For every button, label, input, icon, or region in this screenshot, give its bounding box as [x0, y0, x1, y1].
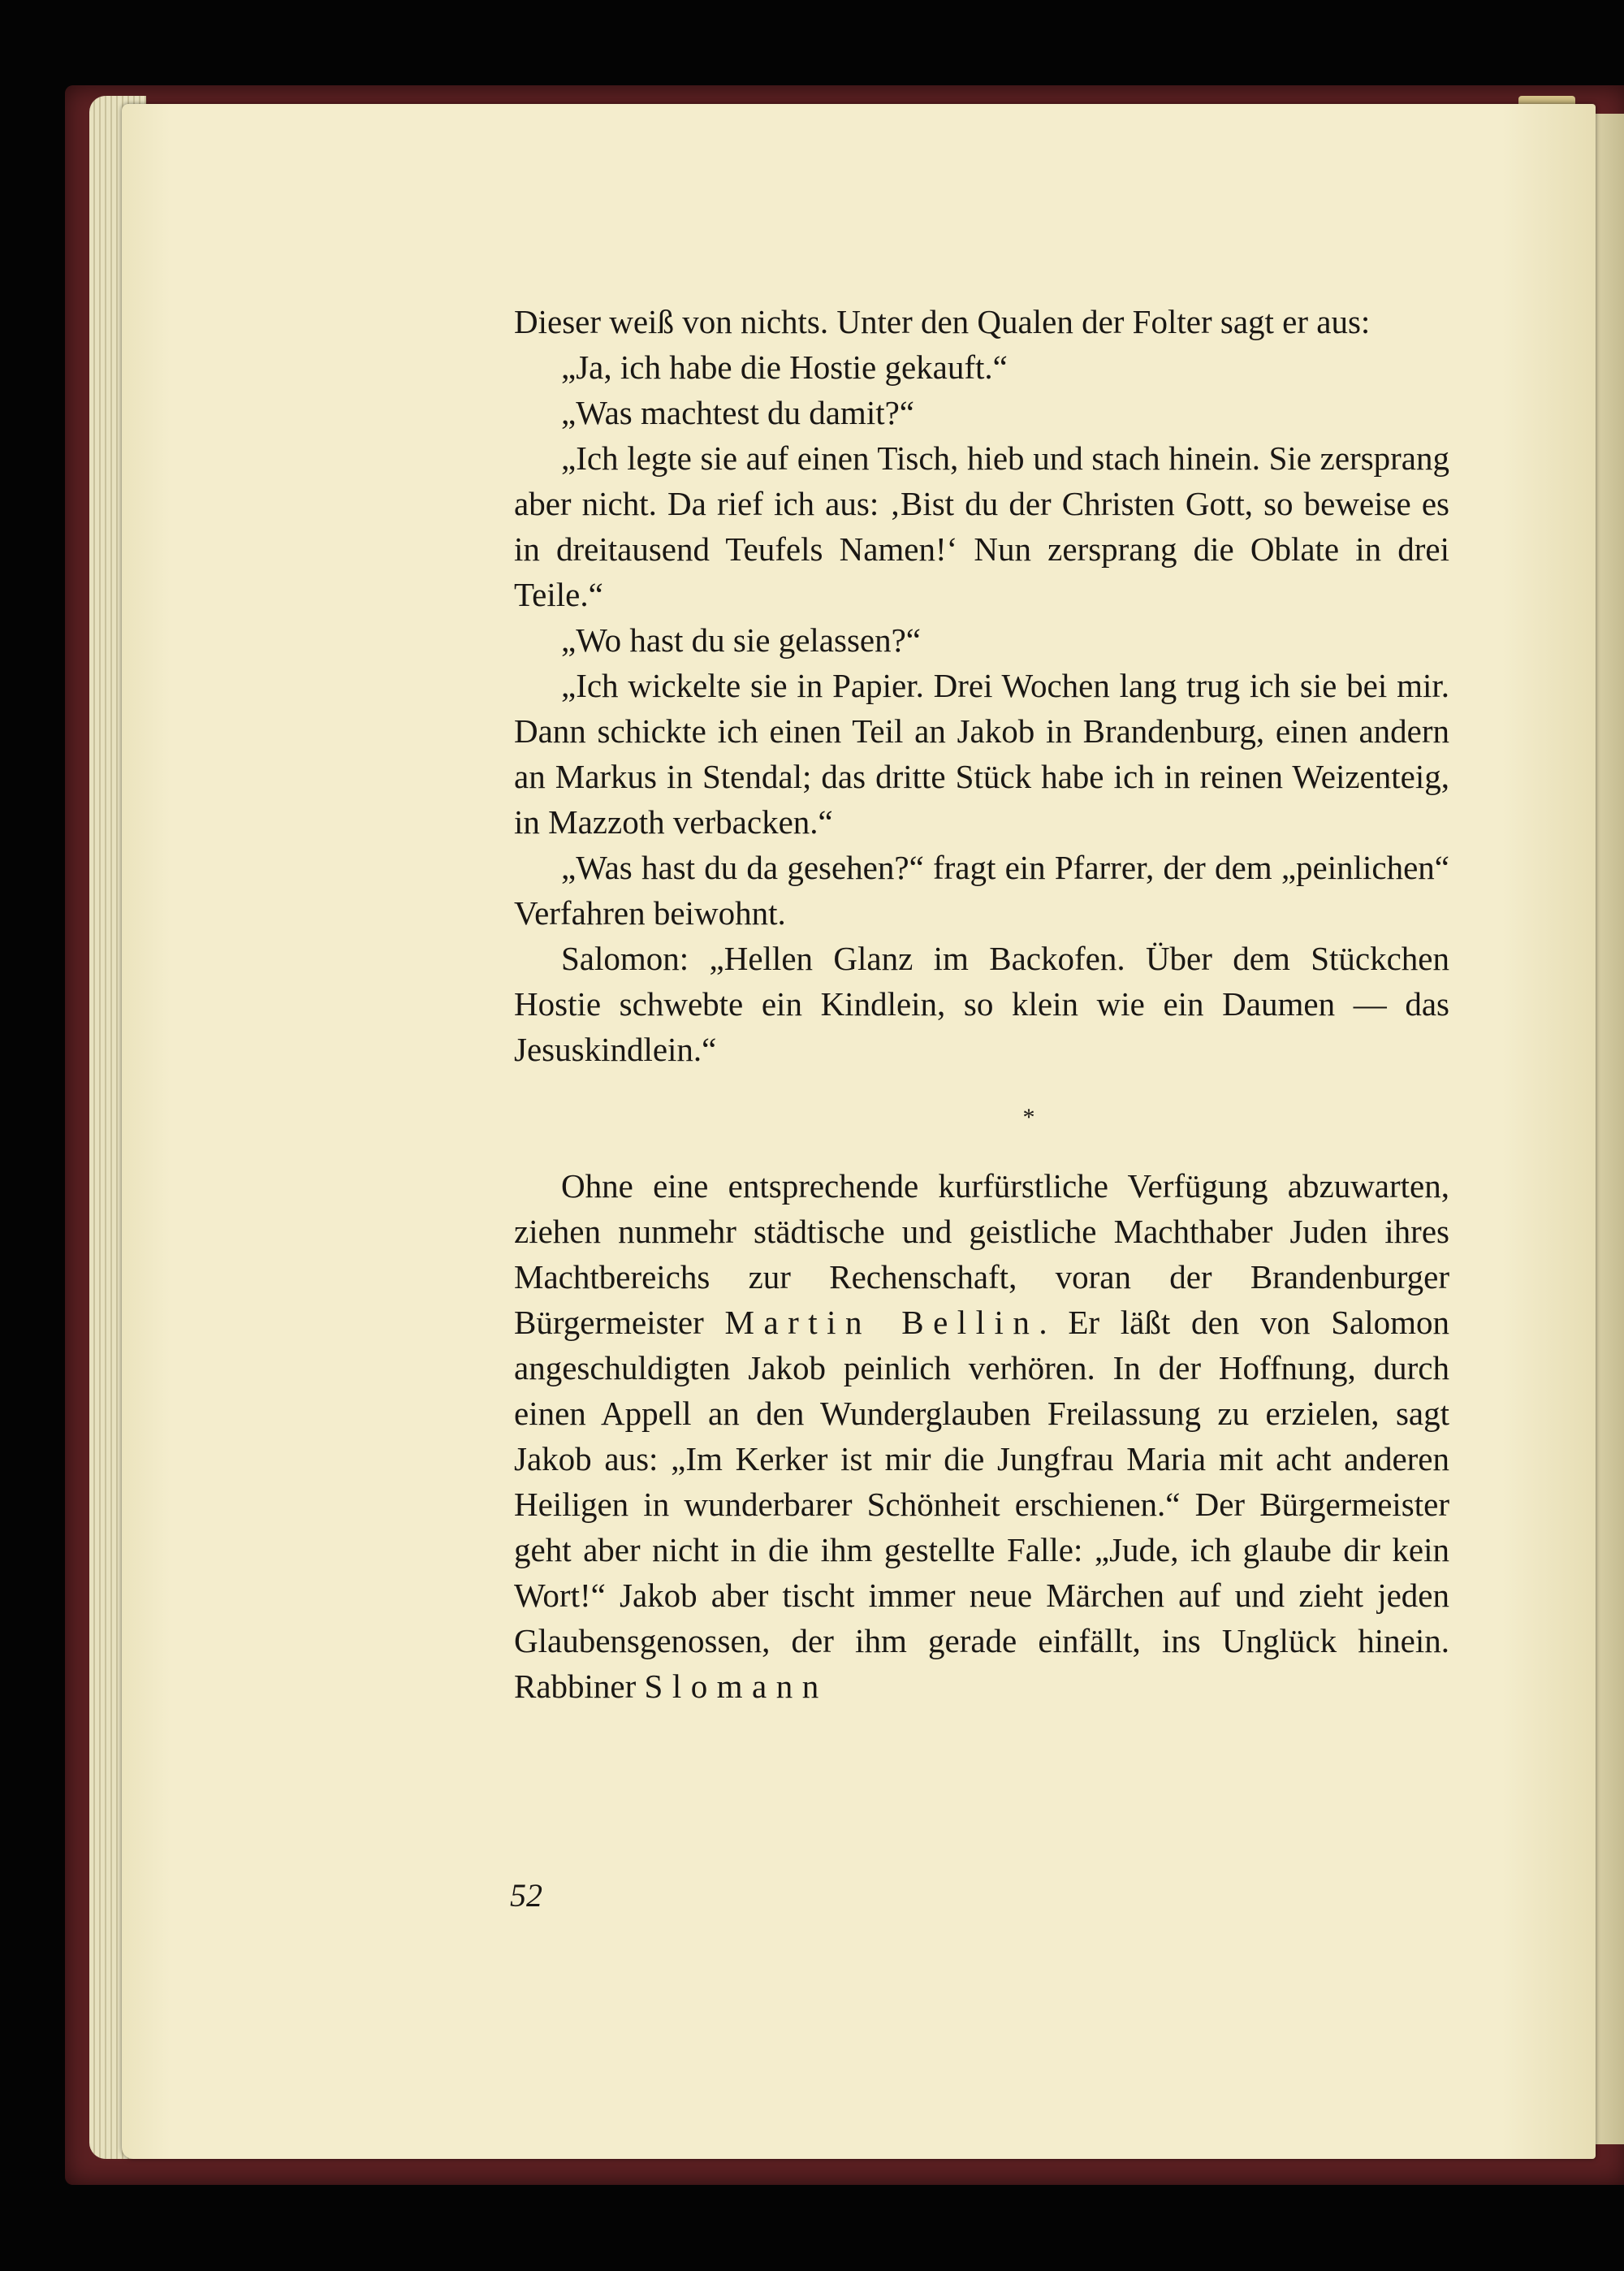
- paragraph: „Ja, ich habe die Hostie gekauft.“: [561, 348, 1008, 386]
- paragraph: Dieser weiß von nichts. Unter den Qualen der Folter sagt er aus:: [514, 303, 1371, 340]
- paragraph-text: Ohne eine entsprechende kurfürstliche Verfügung abzuwarten, ziehen nunmehr städtische und geistliche Machthaber Juden ihres Machtbereichs zur Rechenschaft, voran der Brandenburger Bürgermeister: [514, 1167, 1449, 1341]
- paragraph: [514, 1163, 1449, 1709]
- paragraph: „Ich wickelte sie in Papier. Drei Wochen lang trug ich sie bei mir. Dann schickte ich einen Teil an Jakob in Brandenburg, einen andern an Markus in Stendal; das dritte Stück habe ich in reinen Weizenteig, in Mazzoth verbacken.“: [514, 667, 1449, 841]
- paragraph: „Was machtest du damit?“: [561, 394, 915, 431]
- paragraph-text: . Er läßt den von Salomon angeschuldigten Jakob peinlich verhören. In der Hoffnung, durch einen Appell an den Wunderglauben Freilassung zu erzielen, sagt Jakob aus: „Im Kerker ist mir die Jungfrau Maria mit acht anderen Heiligen in wunderbarer Schönheit erschienen.“ Der Bürgermeister geht aber nicht in die ihm gestellte Falle: „Jude, ich glaube dir kein Wort!“ Jakob aber tischt immer neue Märchen auf und zieht jeden Glaubensgenossen, der ihm gerade einfällt, ins Unglück hinein. Rabbiner: [514, 1304, 1449, 1705]
- paragraph: „Ich legte sie auf einen Tisch, hieb und stach hinein. Sie zersprang aber nicht. Da rief ich aus: ‚Bist du der Christen Gott, so beweise es in dreitausend Teufels Namen!‘ Nun zersprang die Oblate in drei Teile.“: [514, 439, 1449, 613]
- page-text: [514, 299, 1449, 1709]
- paragraph: Salomon: „Hellen Glanz im Backofen. Über dem Stückchen Hostie schwebte ein Kindlein, so klein wie ein Daumen — das Jesuskindlein.“: [514, 940, 1449, 1068]
- spaced-name: Martin Bellin: [724, 1304, 1039, 1341]
- paragraph: „Was hast du da gesehen?“ fragt ein Pfarrer, der dem „peinlichen“ Verfahren beiwohnt.: [514, 849, 1449, 932]
- section-separator: *: [1022, 1104, 1035, 1131]
- facing-page-edge: [1596, 114, 1624, 2144]
- page-number: 52: [510, 1877, 542, 1914]
- spaced-name: Slomann: [644, 1668, 828, 1705]
- paragraph: „Wo hast du sie gelassen?“: [561, 621, 921, 659]
